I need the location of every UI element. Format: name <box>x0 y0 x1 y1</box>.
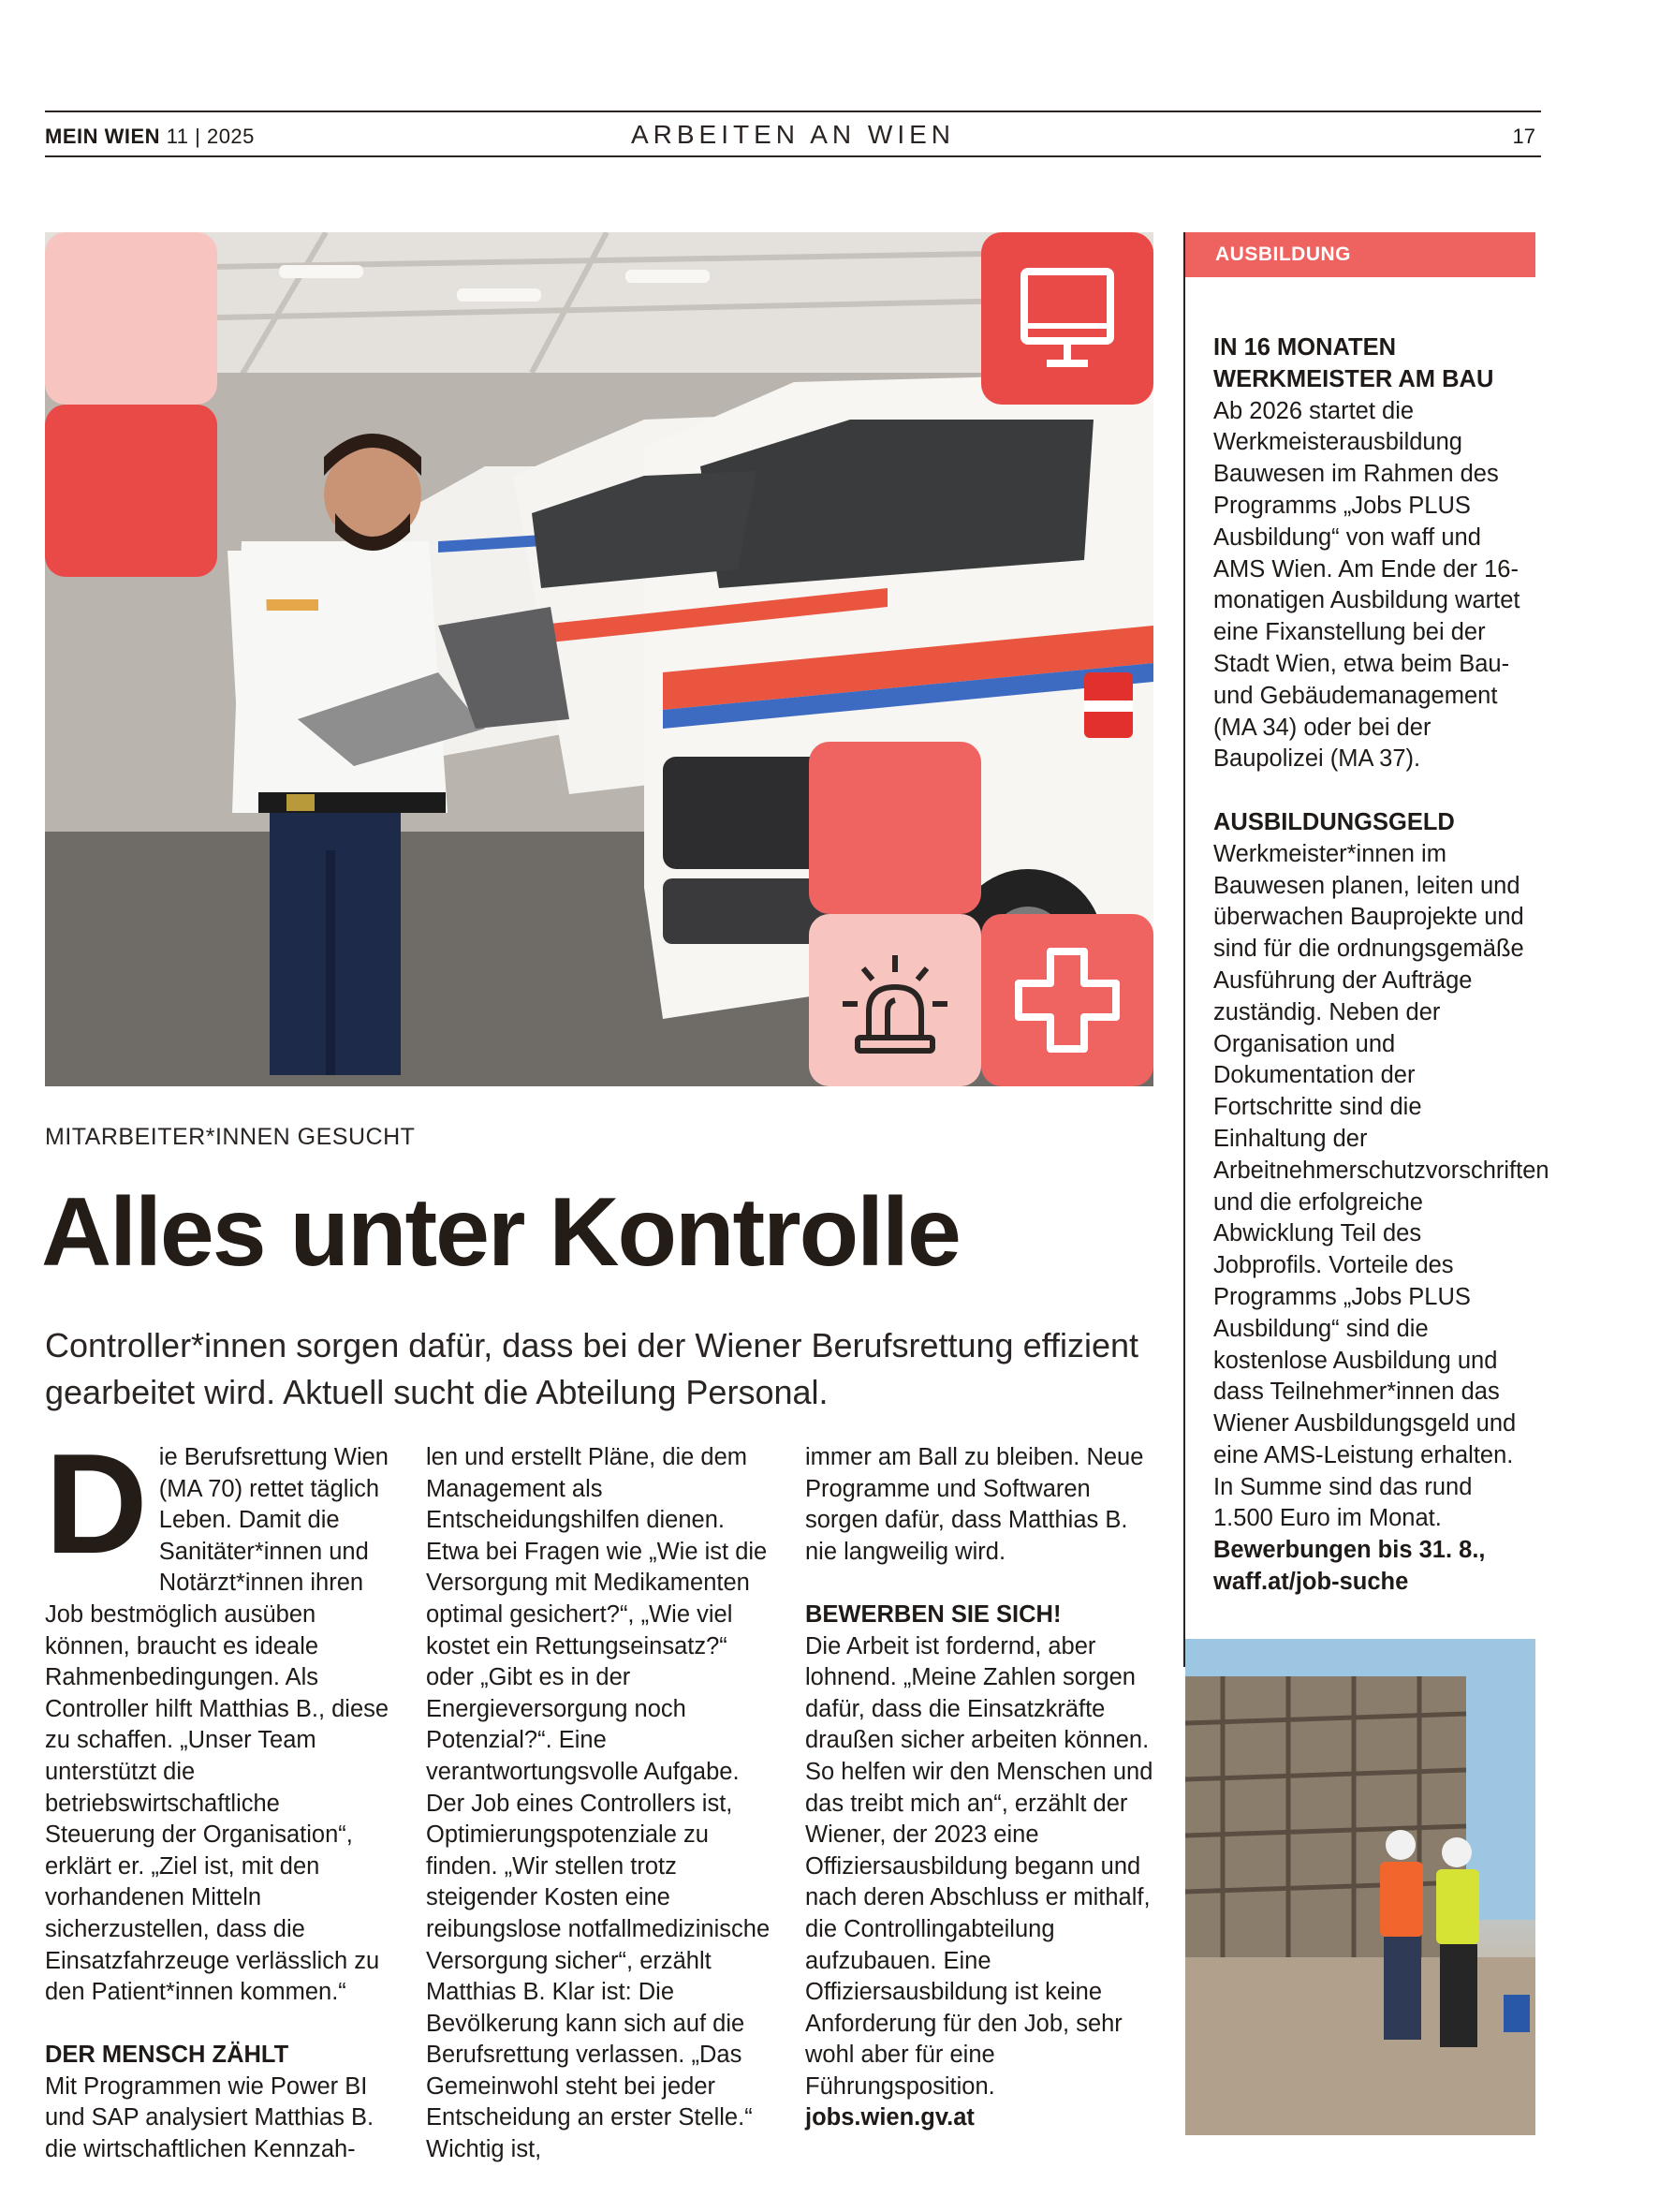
header-rule-bottom <box>45 155 1541 157</box>
application-link[interactable]: Bewerbungen bis 31. 8., waff.at/job-suche <box>1213 1537 1486 1596</box>
page-number: 17 <box>1512 125 1535 148</box>
tile-pink-top-left <box>45 232 217 405</box>
subheading: BEWERBEN SIE SICH! <box>805 1600 1062 1628</box>
publication-title: MEIN WIEN <box>45 125 161 148</box>
paragraph: Die Arbeit ist fordernd, aber lohnend. „Meine Zahlen sorgen dafür, dass die Einsatzkräfte draußen sicher arbeiten können. So helfen wir den Menschen und das treibt mich an“, erzählt der Wiener, der 2023 eine Offiziersausbildung begann und nach deren Abschluss er mithalf, die Controllingabteilung aufzubauen. Eine Offiziersausbildung ist keine Anforderung für den Job, sehr wohl aber für eine Führungsposition. <box>805 1632 1153 2100</box>
paragraph: len und erstellt Pläne, die dem Management als Entscheidungshilfen dienen. Etwa bei Fragen wie „Wie ist die Versorgung mit Medikamenten optimal gesichert?“, „Wie viel kostet ein Rettungseinsatz?“ oder „Gibt es in der Energieversorgung noch Potenzial?“. Eine verantwortungsvolle Aufgabe. Der Job eines Controllers ist, Optimierungspotenziale zu finden. „Wir stellen trotz steigender Kosten eine reibungslose notfallmedizinische Versorgung sicher“, erzählt Matthias B. Klar ist: Die Bevölkerung kann sich auf die Berufsrettung verlassen. „Das Gemeinwohl steht bei jeder Entscheidung an erster Stelle.“ Wichtig ist, <box>426 1444 771 2163</box>
tile-cross <box>981 914 1153 1086</box>
sidebar-paragraph: Ab 2026 startet die Werkmeisterausbildung Bauwesen im Rahmen des Programms „Jobs PLUS Ausbildung“ von waff und AMS Wien. Am Ende der 16-monatigen Ausbildung wartet eine Fixanstellung bei der Stadt Wien, etwa beim Bau- und Gebäudemanagement (MA 34) oder bei der Baupolizei (MA 37). <box>1213 397 1520 773</box>
tile-red-left <box>45 405 217 577</box>
monitor-icon <box>981 232 1153 405</box>
sidebar-heading: IN 16 MONATEN WERKMEISTER AM BAU <box>1213 334 1494 392</box>
cross-icon <box>981 914 1153 1086</box>
paragraph: immer am Ball zu bleiben. Neue Programme und Softwaren sorgen dafür, dass Matthias B. nie langweilig wird. <box>805 1444 1144 1565</box>
sidebar-tag: AUSBILDUNG <box>1185 232 1535 277</box>
article-column-2 <box>426 1442 774 2166</box>
spacer <box>1213 775 1536 807</box>
header-rule-top <box>45 111 1541 112</box>
article-lead: Controller*innen sorgen dafür, dass bei der Wiener Berufsrettung effizient gearbeitet wird. Aktuell sucht die Abteilung Personal. <box>45 1326 1138 1411</box>
subheading: DER MENSCH ZÄHLT <box>45 2042 289 2069</box>
sidebar-paragraph: Werkmeister*innen im Bauwesen planen, leiten und überwachen Bauprojekte und sind für die ordnungsgemäße Ausführung der Aufträge zuständig. Neben der Organisation und Dokumentation der Fortschritte sind die Einhaltung der Arbeitnehmerschutzvorschriften und die erfolgreiche Abwicklung Teil des Jobprofils. Vorteile des Programms „Jobs PLUS Ausbildung“ sind die kostenlose Ausbildung und dass Teilnehmer*innen das Wiener Ausbildungsgeld und eine AMS-Leistung erhalten. In Summe sind das rund 1.500 Euro im Monat. <box>1213 840 1549 1532</box>
sidebar-body <box>1213 332 1549 1599</box>
article-headline: Alles unter Kontrolle <box>41 1178 960 1287</box>
issue-number: 11 | 2025 <box>166 125 255 148</box>
tile-siren <box>809 914 981 1086</box>
hero-photo <box>45 232 1153 1086</box>
article-kicker: MITARBEITER*INNEN GESUCHT <box>45 1124 416 1150</box>
drop-cap: D <box>45 1424 148 1584</box>
jobs-link[interactable]: jobs.wien.gv.at <box>805 2104 975 2131</box>
tile-monitor <box>981 232 1153 405</box>
section-title: ARBEITEN AN WIEN <box>630 120 956 149</box>
construction-site-illustration <box>1185 1639 1535 2135</box>
siren-icon <box>809 914 981 1086</box>
paragraph: Mit Programmen wie Power BI und SAP analysiert Matthias B. die wirtschaftlichen Kennzah- <box>45 2072 374 2163</box>
construction-photo <box>1185 1639 1535 2135</box>
article-column-1 <box>45 1424 393 2166</box>
article-column-3 <box>805 1442 1153 2134</box>
sidebar-divider <box>1183 232 1185 1667</box>
sidebar-heading: AUSBILDUNGSGELD <box>1213 808 1455 835</box>
paragraph: ie Berufsrettung Wien (MA 70) rettet täglich Leben. Damit die Sanitäter*innen und Notärzt*innen ihren Job bestmöglich ausüben können, braucht es ideale Rahmenbedingungen. Als Controller hilft Matthias B., diese zu schaffen. „Unser Team unterstützt die betriebswirtschaftliche Steuerung der Organisation“, erklärt er. „Ziel ist, mit den vorhandenen Mitteln sicherzustellen, dass die Einsatzfahrzeuge verlässlich zu den Patient*innen kommen.“ <box>45 1444 389 2006</box>
tile-coral <box>809 742 981 914</box>
